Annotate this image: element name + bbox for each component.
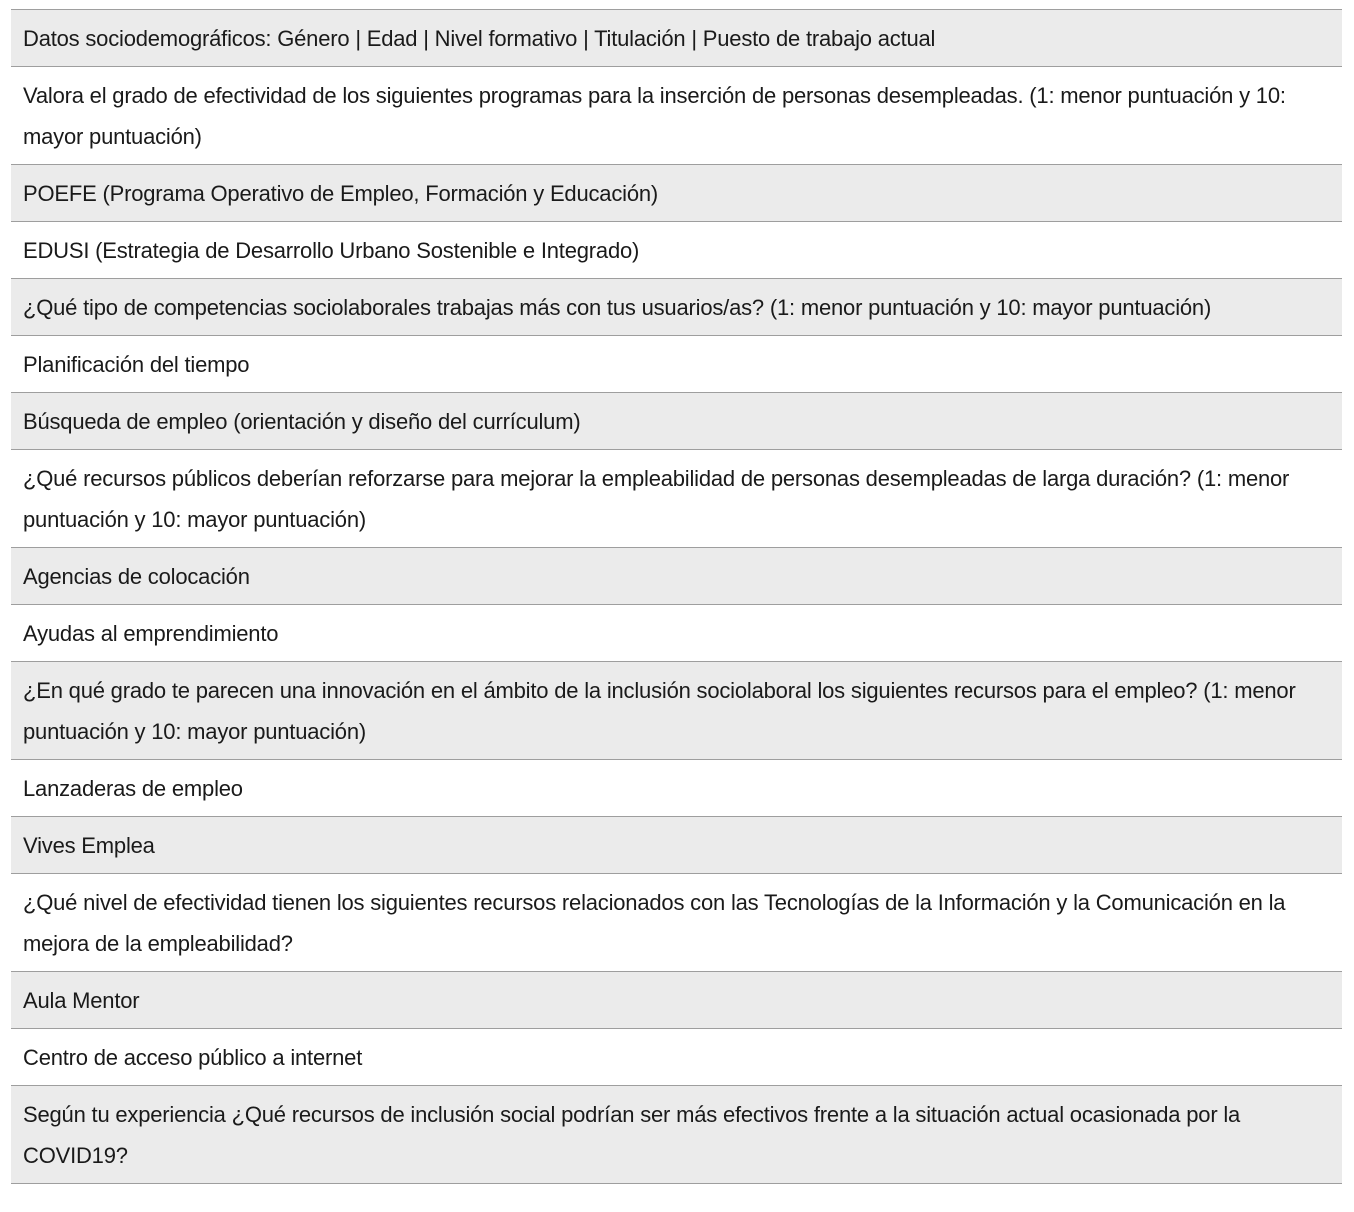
table-row: [11, 760, 1342, 817]
table-row: [11, 10, 1342, 67]
table-row: [11, 1029, 1342, 1086]
table-row: [11, 817, 1342, 874]
survey-questions-table: [11, 9, 1342, 1184]
table-row: [11, 279, 1342, 336]
table-cell: Agencias de colocación: [11, 548, 1342, 605]
table-row: [11, 548, 1342, 605]
table-cell: Lanzaderas de empleo: [11, 760, 1342, 817]
table-cell: Planificación del tiempo: [11, 336, 1342, 393]
table-cell: Búsqueda de empleo (orientación y diseño del currículum): [11, 393, 1342, 450]
table-cell: EDUSI (Estrategia de Desarrollo Urbano Sostenible e Integrado): [11, 222, 1342, 279]
table-row: [11, 393, 1342, 450]
table-cell: ¿Qué tipo de competencias sociolaborales trabajas más con tus usuarios/as? (1: menor puntuación y 10: mayor puntuación): [11, 279, 1342, 336]
table-row: [11, 222, 1342, 279]
table-row: [11, 67, 1342, 165]
table-row: [11, 165, 1342, 222]
table-row: [11, 1086, 1342, 1184]
table-cell: Ayudas al emprendimiento: [11, 605, 1342, 662]
table-row: [11, 336, 1342, 393]
table-cell: Datos sociodemográficos: Género | Edad | Nivel formativo | Titulación | Puesto de trabajo actual: [11, 10, 1342, 67]
table-row: [11, 450, 1342, 548]
table-cell: ¿En qué grado te parecen una innovación en el ámbito de la inclusión sociolaboral los siguientes recursos para el empleo? (1: menor puntuación y 10: mayor puntuación): [11, 662, 1342, 760]
table-cell: Valora el grado de efectividad de los siguientes programas para la inserción de personas desempleadas. (1: menor puntuación y 10: mayor puntuación): [11, 67, 1342, 165]
table-cell: Según tu experiencia ¿Qué recursos de inclusión social podrían ser más efectivos frente a la situación actual ocasionada por la COVID19?: [11, 1086, 1342, 1184]
table-cell: Aula Mentor: [11, 972, 1342, 1029]
table-row: [11, 972, 1342, 1029]
table-cell: POEFE (Programa Operativo de Empleo, Formación y Educación): [11, 165, 1342, 222]
table-row: [11, 874, 1342, 972]
table-cell: Vives Emplea: [11, 817, 1342, 874]
table-cell: ¿Qué recursos públicos deberían reforzarse para mejorar la empleabilidad de personas desempleadas de larga duración? (1: menor puntuación y 10: mayor puntuación): [11, 450, 1342, 548]
table-row: [11, 605, 1342, 662]
table-cell: Centro de acceso público a internet: [11, 1029, 1342, 1086]
table-row: [11, 662, 1342, 760]
table-cell: ¿Qué nivel de efectividad tienen los siguientes recursos relacionados con las Tecnologías de la Información y la Comunicación en la mejora de la empleabilidad?: [11, 874, 1342, 972]
